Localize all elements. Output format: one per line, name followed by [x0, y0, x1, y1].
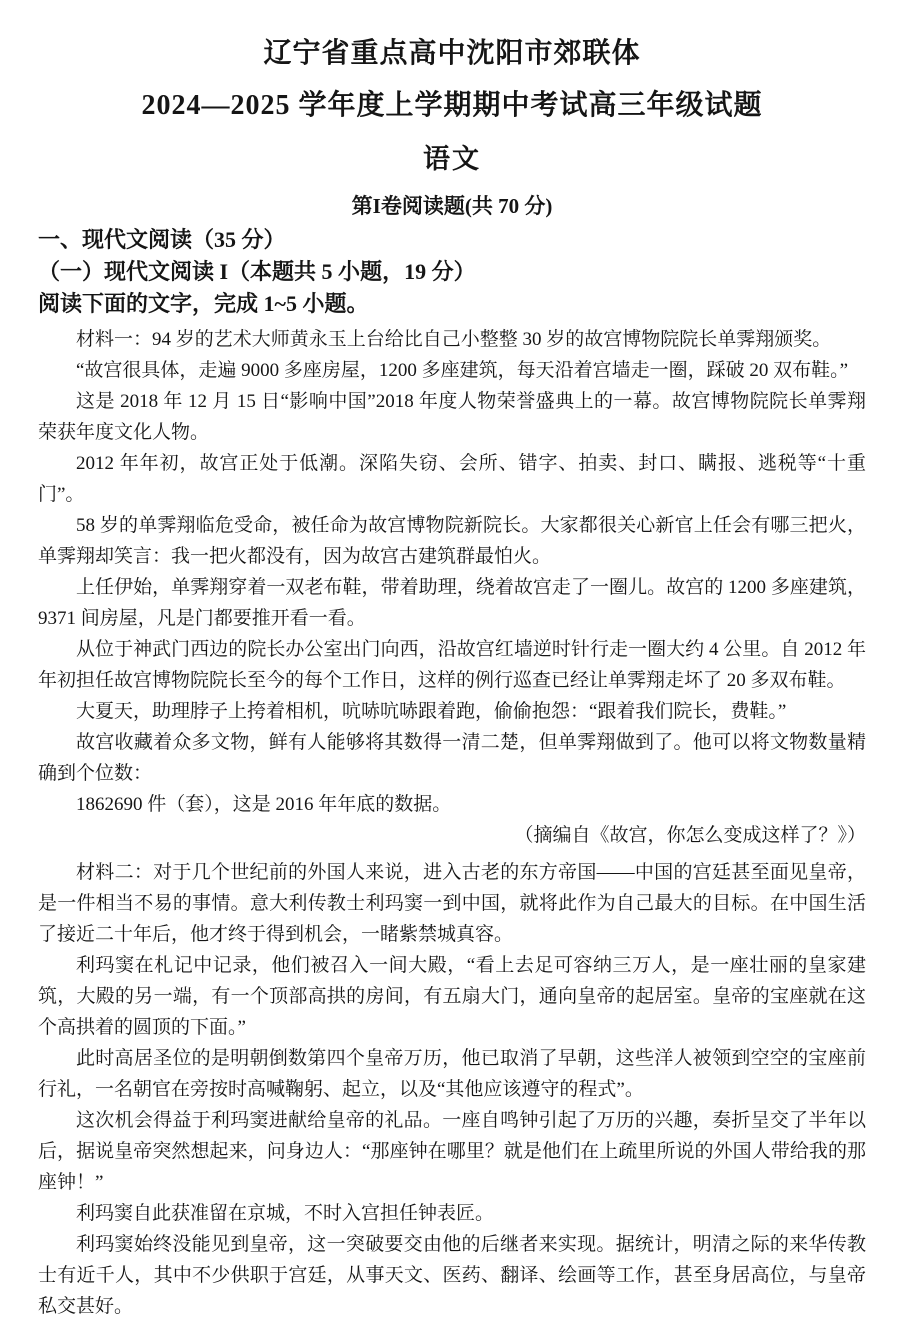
material2-paragraph-1: 材料二：对于几个世纪前的外国人来说，进入古老的东方帝国——中国的宫廷甚至面见皇帝，是一件相当不易的事情。意大利传教士利玛窦一到中国，就将此作为自己最大的目标。在中国生活了接近二十年后，他才终于得到机会，一睹紫禁城真容。	[38, 862, 866, 945]
material1-paragraph-5: 58 岁的单霁翔临危受命，被任命为故宫博物院新院长。大家都很关心新官上任会有哪三把火，单霁翔却笑言：我一把火都没有，因为故宫古建筑群最怕火。	[38, 515, 866, 567]
section-heading-modern-reading: 一、现代文阅读（35 分）	[38, 227, 286, 252]
material1-paragraph-10: 1862690 件（套），这是 2016 年年底的数据。	[76, 794, 452, 815]
exam-title-school: 辽宁省重点高中沈阳市郊联体	[263, 38, 641, 69]
exam-subject: 语文	[423, 144, 481, 174]
material2-block	[38, 857, 866, 1322]
material1-paragraph-7: 从位于神武门西边的院长办公室出门向西，沿故宫红墙逆时针行走一圈大约 4 公里。自 2012 年年初担任故宫博物院院长至今的每个工作日，这样的例行巡查已经让单霁翔走坏了 20 多双布鞋。	[38, 639, 866, 691]
material2-paragraph-3: 此时高居圣位的是明朝倒数第四个皇帝万历，他已取消了早朝，这些洋人被领到空空的宝座前行礼，一名朝官在旁按时高喊鞠躬、起立，以及“其他应该遵守的程式”。	[38, 1048, 866, 1100]
material1-paragraph-4: 2012 年年初，故宫正处于低潮。深陷失窃、会所、错字、拍卖、封口、瞒报、逃税等“十重门”。	[38, 453, 866, 505]
material1-paragraph-1: 材料一：94 岁的艺术大师黄永玉上台给比自己小整整 30 岁的故宫博物院院长单霁翔颁奖。	[76, 329, 832, 350]
material1-paragraph-6: 上任伊始，单霁翔穿着一双老布鞋，带着助理，绕着故宫走了一圈儿。故宫的 1200 多座建筑，9371 间房屋，凡是门都要推开看一看。	[38, 577, 866, 629]
material2-paragraph-4: 这次机会得益于利玛窦进献给皇帝的礼品。一座自鸣钟引起了万历的兴趣，奏折呈交了半年以后，据说皇帝突然想起来，问身边人：“那座钟在哪里？就是他们在上疏里所说的外国人带给我的那座钟！”	[38, 1110, 866, 1193]
material2-paragraph-2: 利玛窦在札记中记录，他们被召入一间大殿，“看上去足可容纳三万人，是一座壮丽的皇家建筑，大殿的另一端，有一个顶部高拱的房间，有五扇大门，通向皇帝的起居室。皇帝的宝座就在这个高拱着的圆顶的下面。”	[38, 955, 866, 1038]
part1-header: 第I卷阅读题(共 70 分)	[351, 194, 553, 218]
reading-instruction: 阅读下面的文字，完成 1~5 小题。	[38, 291, 369, 316]
sub-heading-reading-1: （一）现代文阅读 I（本题共 5 小题，19 分）	[38, 259, 476, 284]
material1-paragraph-3: 这是 2018 年 12 月 15 日“影响中国”2018 年度人物荣誉盛典上的一幕。故宫博物院院长单霁翔荣获年度文化人物。	[38, 391, 866, 443]
material1-paragraph-2: “故宫很具体，走遍 9000 多座房屋，1200 多座建筑，每天沿着宫墙走一圈，踩破 20 双布鞋。”	[76, 360, 849, 381]
exam-title-term: 2024—2025 学年度上学期期中考试高三年级试题	[141, 90, 763, 121]
material1-block	[38, 324, 866, 851]
material2-paragraph-6: 利玛窦始终没能见到皇帝，这一突破要交由他的后继者来实现。据统计，明清之际的来华传教士有近千人，其中不少供职于宫廷，从事天文、医药、翻译、绘画等工作，甚至身居高位，与皇帝私交甚好。	[38, 1234, 866, 1317]
material1-paragraph-9: 故宫收藏着众多文物，鲜有人能够将其数得一清二楚，但单霁翔做到了。他可以将文物数量精确到个位数：	[38, 732, 866, 784]
material2-paragraph-5: 利玛窦自此获准留在京城，不时入宫担任钟表匠。	[76, 1203, 495, 1224]
material1-attribution: （摘编自《故宫，你怎么变成这样了？》）	[514, 825, 866, 846]
material1-paragraph-8: 大夏天，助理脖子上挎着相机，吭哧吭哧跟着跑，偷偷抱怨：“跟着我们院长，费鞋。”	[76, 701, 787, 722]
